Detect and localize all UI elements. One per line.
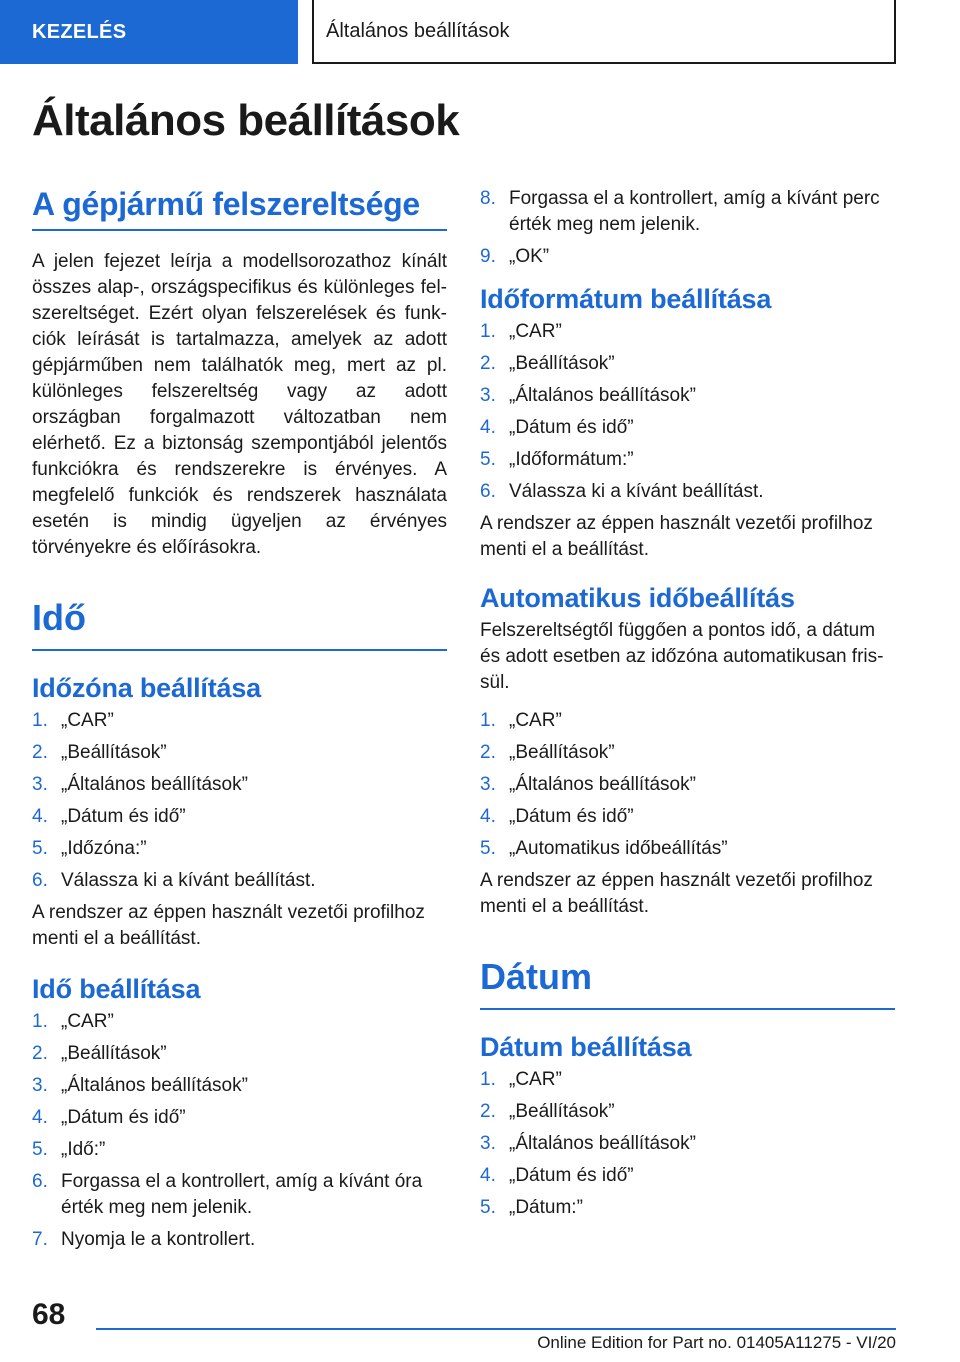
step-number: 4.	[480, 417, 496, 438]
auto-heading: Automatikus időbeállítás	[480, 583, 795, 613]
step-item	[480, 186, 895, 238]
step-item	[32, 1227, 447, 1253]
step-item	[480, 319, 895, 345]
step-text: „Dátum és idő”	[61, 1107, 186, 1128]
step-number: 5.	[32, 838, 48, 859]
step-number: 6.	[32, 870, 48, 891]
step-text: „Időzóna:”	[61, 838, 147, 859]
step-item	[480, 772, 895, 798]
step-item	[32, 804, 447, 830]
step-item	[32, 708, 447, 734]
chapter-label: Általános beállítások	[326, 19, 510, 42]
time-heading: Idő beállítása	[32, 974, 201, 1004]
step-item	[32, 772, 447, 798]
step-item	[480, 415, 895, 441]
step-number: 3.	[480, 774, 496, 795]
left-column	[32, 186, 447, 1259]
step-number: 4.	[32, 806, 48, 827]
step-item	[480, 1163, 895, 1189]
step-item	[32, 1169, 447, 1221]
auto-steps	[480, 708, 895, 862]
step-number: 6.	[480, 481, 496, 502]
step-item	[480, 383, 895, 409]
step-number: 2.	[480, 1101, 496, 1122]
edition-text: Online Edition for Part no. 01405A11275 - VI/20	[537, 1333, 896, 1352]
step-number: 2.	[480, 742, 496, 763]
step-number: 2.	[480, 353, 496, 374]
step-item	[480, 804, 895, 830]
step-item	[480, 836, 895, 862]
step-text: Válassza ki a kívánt beállítást.	[509, 481, 764, 502]
step-text: Nyomja le a kontrollert.	[61, 1229, 256, 1250]
step-text: „CAR”	[61, 710, 114, 731]
step-item	[480, 708, 895, 734]
step-number: 2.	[32, 742, 48, 763]
step-number: 1.	[480, 1069, 496, 1090]
step-text: „Beállítások”	[61, 742, 167, 763]
step-item	[32, 1073, 447, 1099]
step-text: „Automatikus időbeállítás”	[509, 838, 728, 859]
step-item	[480, 479, 895, 505]
step-number: 1.	[480, 321, 496, 342]
chapter-header	[312, 0, 896, 64]
timeformat-heading: Időformátum beállítása	[480, 284, 772, 314]
timezone-steps	[32, 708, 447, 894]
page-number: 68	[32, 1298, 66, 1331]
step-item	[32, 1105, 447, 1131]
time-steps	[32, 1009, 447, 1253]
step-item	[480, 1131, 895, 1157]
step-number: 1.	[32, 710, 48, 731]
step-text: Forgassa el a kontrollert, amíg a kívánt perc érték meg nem jelenik.	[509, 188, 880, 235]
step-text: „Dátum és idő”	[61, 806, 186, 827]
page-title: Általános beállítások	[32, 96, 460, 145]
step-text: „Általános beállítások”	[509, 385, 696, 406]
step-number: 7.	[32, 1229, 48, 1250]
step-text: „Beállítások”	[61, 1043, 167, 1064]
step-number: 9.	[480, 246, 496, 267]
step-item	[480, 1195, 895, 1221]
footer-rule	[96, 1328, 896, 1330]
step-text: „Általános beállítások”	[61, 1075, 248, 1096]
step-text: „Beállítások”	[509, 1101, 615, 1122]
step-text: „Dátum és idő”	[509, 1165, 634, 1186]
timeformat-steps	[480, 319, 895, 505]
step-item	[32, 836, 447, 862]
timezone-note: A rendszer az éppen használt vezetői profilhoz menti el a beállítást.	[32, 902, 425, 949]
equipment-heading: A gépjármű felszereltsége	[32, 186, 447, 231]
step-text: „CAR”	[509, 321, 562, 342]
step-text: „CAR”	[61, 1011, 114, 1032]
step-item	[32, 1009, 447, 1035]
step-number: 2.	[32, 1043, 48, 1064]
step-text: „Beállítások”	[509, 353, 615, 374]
step-text: „Általános beállítások”	[61, 774, 248, 795]
auto-text: Felszereltségtől függően a pontos idő, a dátum és adott esetben az időzóna automatikusan frissül.	[480, 620, 884, 693]
step-text: „Dátum és idő”	[509, 417, 634, 438]
step-text: „Általános beállítások”	[509, 1133, 696, 1154]
step-item	[480, 740, 895, 766]
step-number: 3.	[32, 1075, 48, 1096]
date-steps	[480, 1067, 895, 1221]
datum-heading: Dátum	[480, 956, 895, 1010]
step-item	[480, 1067, 895, 1093]
step-text: „Általános beállítások”	[509, 774, 696, 795]
date-heading: Dátum beállítása	[480, 1032, 692, 1062]
step-text: „Dátum és idő”	[509, 806, 634, 827]
step-item	[480, 1099, 895, 1125]
step-number: 5.	[32, 1139, 48, 1160]
step-number: 5.	[480, 449, 496, 470]
step-text: Forgassa el a kontrollert, amíg a kívánt óra érték meg nem jelenik.	[61, 1171, 423, 1218]
step-item	[32, 740, 447, 766]
step-number: 4.	[32, 1107, 48, 1128]
step-text: „Idő:”	[61, 1139, 106, 1160]
section-tab	[0, 0, 298, 64]
step-number: 1.	[32, 1011, 48, 1032]
ido-heading: Idő	[32, 597, 447, 651]
step-item	[480, 447, 895, 473]
step-number: 4.	[480, 806, 496, 827]
step-item	[32, 1137, 447, 1163]
step-number: 3.	[480, 385, 496, 406]
step-number: 6.	[32, 1171, 48, 1192]
step-text: „CAR”	[509, 710, 562, 731]
step-text: „Beállítások”	[509, 742, 615, 763]
step-item	[32, 1041, 447, 1067]
step-number: 3.	[32, 774, 48, 795]
timeformat-note: A rendszer az éppen használt vezetői profilhoz menti el a beállítást.	[480, 513, 873, 560]
step-number: 5.	[480, 838, 496, 859]
section-label: KEZELÉS	[32, 20, 127, 43]
step-item	[480, 244, 895, 270]
step-number: 4.	[480, 1165, 496, 1186]
step-text: „Időformátum:”	[509, 449, 634, 470]
step-item	[32, 868, 447, 894]
step-text: „CAR”	[509, 1069, 562, 1090]
auto-note: A rendszer az éppen használt vezetői profilhoz menti el a beállítást.	[480, 870, 873, 917]
step-text: „OK”	[509, 246, 550, 267]
step-number: 5.	[480, 1197, 496, 1218]
equipment-text: A jelen fejezet leírja a modellsorozathoz kínált összes alap-, országspecifikus és különleges felszereltséget. Ezért olyan felszerelések és funkciók leírását is tartalmazza, amelyek az adott gépjárműben nem találhatók meg, mert az pl. különleges felszereltség vagy az adott országban forgalmazott változatban nem elérhető. Ez a biztonság szempontjából jelentős funkciókra és rendszerekre is érvényes. A megfelelő funkciók és rendszerek használata esetén is mindig ügyeljen az érvényes törvényekre és előírásokra.	[32, 251, 447, 558]
step-text: Válassza ki a kívánt beállítást.	[61, 870, 316, 891]
step-number: 8.	[480, 188, 496, 209]
step-text: „Dátum:”	[509, 1197, 583, 1218]
step-number: 1.	[480, 710, 496, 731]
step-item	[480, 351, 895, 377]
time-steps-continued	[480, 186, 895, 270]
right-column	[480, 186, 895, 1227]
timezone-heading: Időzóna beállítása	[32, 673, 261, 703]
step-number: 3.	[480, 1133, 496, 1154]
